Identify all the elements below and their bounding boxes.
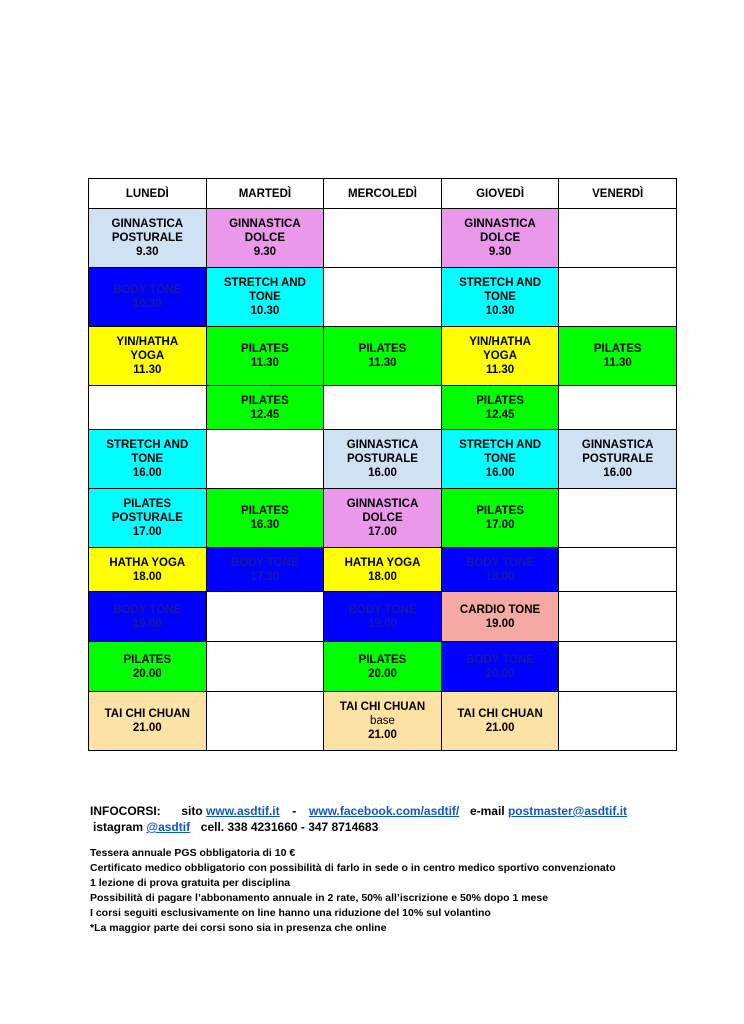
class-cell-line: TONE bbox=[131, 453, 164, 465]
class-cell-line: YIN/HATHA bbox=[116, 336, 179, 348]
class-cell bbox=[441, 430, 559, 489]
schedule-row bbox=[89, 268, 677, 327]
class-cell-line: DOLCE bbox=[362, 512, 403, 524]
day-header-row bbox=[89, 179, 677, 209]
email-link[interactable]: postmaster@asdtif.it bbox=[507, 804, 628, 818]
note-line: Tessera annuale PGS obbligatoria di 10 € bbox=[90, 847, 296, 859]
class-cell-line: YOGA bbox=[483, 350, 518, 362]
class-cell-line: 11.30 bbox=[603, 357, 632, 369]
note-line: I corsi seguiti esclusivamente on line hanno una riduzione del 10% sul volantino bbox=[90, 907, 491, 919]
class-cell-line: TAI CHI CHUAN bbox=[339, 701, 426, 713]
class-cell-line: TONE bbox=[249, 291, 281, 303]
class-cell-line: 9.30 bbox=[136, 246, 159, 258]
class-cell-line: POSTURALE bbox=[111, 512, 183, 524]
class-cell-line: GINNASTICA bbox=[346, 439, 419, 451]
class-cell-line: 12.45 bbox=[250, 408, 280, 421]
info-label: INFOCORSI: bbox=[90, 804, 161, 818]
class-cell bbox=[89, 592, 207, 642]
class-cell-line: 11.30 bbox=[250, 357, 279, 369]
class-cell bbox=[324, 642, 442, 692]
empty-cell bbox=[324, 268, 442, 327]
class-cell-line: PILATES bbox=[476, 394, 524, 407]
empty-cell bbox=[206, 430, 324, 489]
class-cell-line: 20.00 bbox=[132, 667, 162, 680]
class-cell-line: GINNASTICA bbox=[111, 218, 184, 230]
class-cell-line: STRETCH AND bbox=[459, 439, 542, 451]
class-cell bbox=[441, 386, 559, 430]
class-cell bbox=[89, 327, 207, 386]
class-cell-line: 11.30 bbox=[133, 364, 162, 376]
class-cell-line: PILATES bbox=[358, 653, 407, 666]
class-cell bbox=[89, 209, 207, 268]
class-cell-line: GINNASTICA bbox=[581, 439, 654, 451]
class-cell-line: 10.30 bbox=[250, 305, 280, 317]
class-cell bbox=[324, 692, 442, 751]
schedule-row bbox=[89, 430, 677, 489]
class-cell-line: PILATES bbox=[123, 653, 172, 666]
class-cell-line: POSTURALE bbox=[111, 232, 183, 244]
class-cell bbox=[324, 548, 442, 592]
class-cell-line: BODY TONE bbox=[113, 284, 182, 296]
class-cell bbox=[441, 209, 559, 268]
class-cell-line: 19.00 bbox=[485, 617, 515, 630]
schedule-row bbox=[89, 548, 677, 592]
class-cell bbox=[441, 489, 559, 548]
empty-cell bbox=[324, 386, 442, 430]
empty-cell bbox=[559, 489, 677, 548]
class-cell-line: STRETCH AND bbox=[223, 277, 306, 289]
class-cell-line: 11.30 bbox=[368, 357, 397, 369]
class-cell-line: GINNASTICA bbox=[346, 498, 419, 510]
empty-cell bbox=[559, 642, 677, 692]
class-cell-line: 21.00 bbox=[132, 722, 162, 734]
class-cell-line: 20.00 bbox=[485, 667, 515, 680]
class-cell-line: 10.30 bbox=[485, 305, 515, 317]
phone-numbers: cell. 338 4231660 - 347 8714683 bbox=[200, 820, 379, 834]
note-line: Possibilità di pagare l’abbonamento annuale in 2 rate, 50% all’iscrizione e 50% dopo 1 mese bbox=[90, 892, 549, 904]
info-section bbox=[90, 803, 690, 835]
info-line-1 bbox=[90, 803, 690, 819]
class-cell bbox=[89, 642, 207, 692]
class-cell-line: 20.00 bbox=[368, 667, 397, 680]
class-cell-line: 11.30 bbox=[486, 364, 515, 376]
class-cell bbox=[324, 327, 442, 386]
empty-cell bbox=[559, 268, 677, 327]
note-line: 1 lezione di prova gratuita per disciplina bbox=[90, 877, 291, 889]
email-label: e-mail bbox=[469, 804, 505, 818]
class-cell bbox=[89, 489, 207, 548]
day-header-monday: LUNEDÌ bbox=[89, 179, 207, 209]
instagram-label: istagram bbox=[93, 820, 144, 834]
schedule-row bbox=[89, 642, 677, 692]
class-cell bbox=[441, 268, 559, 327]
class-cell-line: STRETCH AND bbox=[106, 439, 189, 451]
class-cell bbox=[206, 209, 324, 268]
class-cell-line: 16.30 bbox=[250, 519, 280, 531]
class-cell-line: BODY TONE bbox=[466, 556, 535, 569]
class-cell-line: PILATES bbox=[123, 498, 172, 510]
class-cell bbox=[441, 548, 559, 592]
class-cell-line: BODY TONE bbox=[348, 603, 417, 616]
day-header-thursday: GIOVEDÌ bbox=[441, 179, 559, 209]
class-cell-line: DOLCE bbox=[244, 232, 286, 244]
class-cell bbox=[324, 430, 442, 489]
schedule-row bbox=[89, 209, 677, 268]
class-cell-line: 21.00 bbox=[368, 729, 397, 741]
class-cell-line: TONE bbox=[484, 453, 516, 465]
class-cell-line: 9.30 bbox=[488, 246, 512, 258]
class-cell-line: PILATES bbox=[241, 343, 289, 355]
class-cell bbox=[441, 327, 559, 386]
class-cell bbox=[324, 489, 442, 548]
site-link[interactable]: www.asdtif.it bbox=[206, 804, 280, 818]
class-cell-line: 16.00 bbox=[368, 467, 397, 479]
class-cell bbox=[559, 430, 677, 489]
facebook-link[interactable]: www.facebook.com/asdtif/ bbox=[308, 804, 460, 818]
class-cell bbox=[441, 642, 559, 692]
class-cell bbox=[441, 692, 559, 751]
class-cell-line: 17.00 bbox=[485, 519, 515, 531]
class-cell-line: YOGA bbox=[130, 350, 165, 362]
class-cell-line: 16.00 bbox=[603, 467, 633, 479]
class-cell-line: GINNASTICA bbox=[229, 218, 301, 230]
class-cell bbox=[441, 592, 559, 642]
class-cell-line: PILATES bbox=[241, 394, 289, 407]
class-cell-line: 16.00 bbox=[132, 467, 162, 479]
class-cell-line: BODY TONE bbox=[113, 603, 182, 616]
class-cell-line: 16.00 bbox=[485, 467, 515, 479]
class-cell-line: base bbox=[370, 715, 395, 727]
class-cell-line: PILATES bbox=[593, 343, 642, 355]
note-line: *La maggior parte dei corsi sono sia in presenza che online bbox=[90, 922, 387, 934]
class-cell-line: TONE bbox=[484, 291, 516, 303]
empty-cell bbox=[559, 209, 677, 268]
notes-section bbox=[90, 846, 710, 936]
class-cell-line: 18.00 bbox=[132, 570, 162, 583]
empty-cell bbox=[559, 692, 677, 751]
class-cell-line: 17.30 bbox=[250, 570, 280, 583]
class-cell-line: YIN/HATHA bbox=[469, 336, 531, 348]
day-header-tuesday: MARTEDÌ bbox=[206, 179, 324, 209]
empty-cell bbox=[559, 386, 677, 430]
class-cell-line: DOLCE bbox=[479, 232, 521, 244]
class-cell-line: 10.30 bbox=[132, 298, 162, 310]
empty-cell bbox=[206, 642, 324, 692]
class-cell-line: 17.00 bbox=[132, 526, 162, 538]
class-cell-line: PILATES bbox=[241, 505, 289, 517]
schedule-row bbox=[89, 327, 677, 386]
note-line: Certificato medico obbligatorio con possibilità di farlo in sede o in centro medico sportivo convenzionato bbox=[90, 862, 616, 874]
class-cell-line: TAI CHI CHUAN bbox=[457, 708, 543, 720]
class-cell bbox=[206, 548, 324, 592]
empty-cell bbox=[559, 548, 677, 592]
class-cell bbox=[206, 327, 324, 386]
empty-cell bbox=[206, 592, 324, 642]
class-cell bbox=[206, 489, 324, 548]
class-cell-line: 12.45 bbox=[485, 408, 515, 421]
schedule-row bbox=[89, 386, 677, 430]
class-cell-line: POSTURALE bbox=[347, 453, 418, 465]
separator-dash: - bbox=[292, 804, 297, 818]
schedule-body bbox=[89, 209, 677, 751]
schedule-row bbox=[89, 592, 677, 642]
class-cell-line: TAI CHI CHUAN bbox=[104, 708, 190, 720]
class-cell-line: GINNASTICA bbox=[464, 218, 536, 230]
empty-cell bbox=[206, 692, 324, 751]
empty-cell bbox=[324, 209, 442, 268]
class-cell bbox=[89, 268, 207, 327]
class-cell-line: 19.00 bbox=[368, 617, 397, 630]
class-cell-line: 17.00 bbox=[368, 526, 397, 538]
class-cell bbox=[559, 327, 677, 386]
class-cell bbox=[206, 268, 324, 327]
class-cell-line: CARDIO TONE bbox=[459, 603, 541, 616]
day-header-wednesday: MERCOLEDÌ bbox=[324, 179, 442, 209]
class-cell-line: PILATES bbox=[358, 343, 407, 355]
instagram-link[interactable]: @asdtif bbox=[146, 820, 191, 834]
empty-cell bbox=[559, 592, 677, 642]
site-label: sito bbox=[181, 804, 203, 818]
schedule-row bbox=[89, 489, 677, 548]
class-cell-line: STRETCH AND bbox=[459, 277, 542, 289]
schedule-row bbox=[89, 692, 677, 751]
day-header-friday: VENERDÌ bbox=[559, 179, 677, 209]
class-cell bbox=[206, 386, 324, 430]
class-cell-line: 9.30 bbox=[253, 246, 277, 258]
class-cell-line: 19.00 bbox=[132, 617, 162, 630]
class-cell bbox=[89, 692, 207, 751]
class-cell bbox=[89, 548, 207, 592]
class-cell-line: POSTURALE bbox=[582, 453, 654, 465]
class-cell bbox=[324, 592, 442, 642]
empty-cell bbox=[89, 386, 207, 430]
class-cell-line: 18.00 bbox=[485, 570, 515, 583]
class-cell-line: HATHA YOGA bbox=[109, 556, 186, 569]
class-cell bbox=[89, 430, 207, 489]
class-cell-line: PILATES bbox=[476, 505, 524, 517]
weekly-schedule-table bbox=[88, 178, 677, 751]
class-cell-line: 18.00 bbox=[368, 570, 397, 583]
class-cell-line: BODY TONE bbox=[230, 556, 299, 569]
class-cell-line: 21.00 bbox=[485, 722, 515, 734]
class-cell-line: BODY TONE bbox=[466, 653, 535, 666]
class-cell-line: HATHA YOGA bbox=[344, 556, 421, 569]
info-line-2 bbox=[90, 819, 690, 835]
